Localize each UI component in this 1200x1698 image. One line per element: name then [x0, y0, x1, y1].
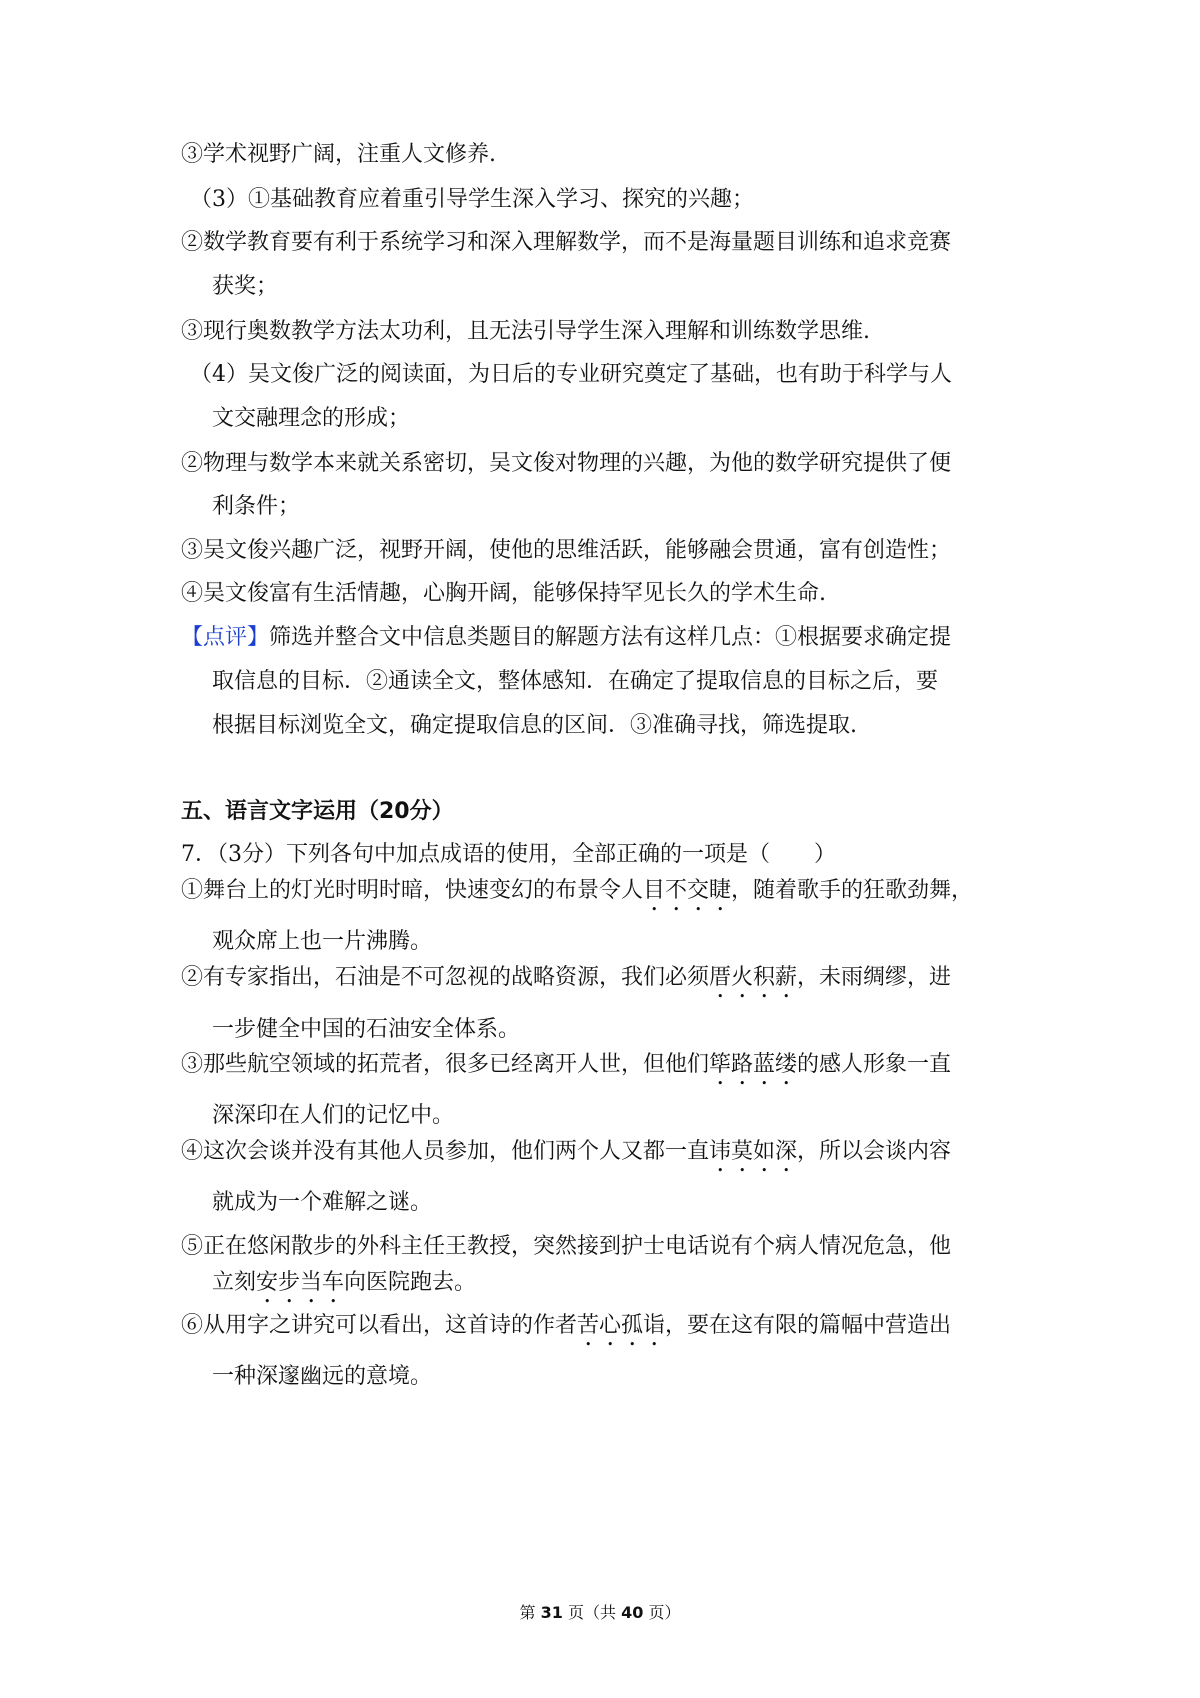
option-text: 立刻: [212, 1270, 257, 1295]
option-5: ⑤正在悠闲散步的外科主任王教授，突然接到护士电话说有个病人情况危急，他: [181, 1234, 952, 1259]
option-continued: 一种深邃幽远的意境。: [212, 1364, 433, 1389]
footer-text: 第: [519, 1603, 536, 1622]
option-1: [181, 876, 973, 916]
answer-item: ②物理与数学本来就关系密切，吴文俊对物理的兴趣，为他的数学研究提供了便: [181, 451, 952, 476]
review-text: 筛选并整合文中信息类题目的解题方法有这样几点：①根据要求确定提: [269, 625, 952, 650]
dotted-idiom: 讳莫如深: [709, 1139, 798, 1164]
option-text: ③那些航空领域的拓荒者，很多已经离开人世，但他们: [181, 1052, 710, 1077]
review-text: 根据目标浏览全文，确定提取信息的区间．③准确寻找，筛选提取.: [212, 713, 857, 738]
page-footer: [0, 1600, 1200, 1623]
option-2: [181, 963, 951, 1003]
answer-item: ③现行奥数教学方法太功利，且无法引导学生深入理解和训练数学思维.: [181, 319, 870, 344]
dotted-idiom: 安步当车: [256, 1270, 345, 1295]
answer-item: （4）吴文俊广泛的阅读面，为日后的专业研究奠定了基础，也有助于科学与人: [190, 362, 952, 387]
dotted-idiom: 筚路蓝缕: [709, 1052, 798, 1077]
dotted-idiom: 厝火积薪: [709, 965, 798, 990]
option-text: ，要在这有限的篇幅中营造出: [665, 1313, 952, 1338]
footer-text: 页）: [648, 1603, 681, 1622]
review-text: 取信息的目标．②通读全文，整体感知．在确定了提取信息的目标之后，要: [212, 669, 939, 694]
answer-item: （3）①基础教育应着重引导学生深入学习、探究的兴趣；: [190, 187, 754, 212]
option-text: ④这次会谈并没有其他人员参加，他们两个人又都一直: [181, 1139, 710, 1164]
answer-item-continued: 获奖；: [212, 274, 279, 299]
option-3: [181, 1050, 951, 1090]
option-text: ①舞台上的灯光时明时暗，快速变幻的布景令人: [181, 878, 644, 903]
option-4: [181, 1137, 951, 1177]
page-total: 40: [621, 1603, 644, 1622]
answer-item: ④吴文俊富有生活情趣，心胸开阔，能够保持罕见长久的学术生命.: [181, 581, 826, 606]
answer-item: ③吴文俊兴趣广泛，视野开阔，使他的思维活跃，能够融会贯通，富有创造性；: [181, 538, 952, 563]
option-text: ②有专家指出，石油是不可忽视的战略资源，我们必须: [181, 965, 710, 990]
option-continued: [212, 1268, 476, 1308]
section-title: 五、语言文字运用（20分）: [181, 799, 454, 824]
dotted-idiom: 苦心孤诣: [577, 1313, 666, 1338]
option-6: [181, 1311, 951, 1351]
answer-item-continued: 利条件；: [212, 494, 301, 519]
answer-item: ③学术视野广阔，注重人文修养.: [181, 142, 496, 167]
option-text: 的感人形象一直: [797, 1052, 952, 1077]
option-continued: 深深印在人们的记忆中。: [212, 1103, 455, 1128]
option-continued: 一步健全中国的石油安全体系。: [212, 1017, 521, 1042]
question-stem: 7．（3分）下列各句中加点成语的使用，全部正确的一项是（ ）: [181, 842, 836, 867]
option-text: ，未雨绸缪，进: [797, 965, 952, 990]
review-tag: 【点评】: [181, 625, 270, 650]
option-text: ，所以会谈内容: [797, 1139, 952, 1164]
review-paragraph: [181, 623, 951, 653]
page-number: 31: [540, 1603, 563, 1622]
answer-item: ②数学教育要有利于系统学习和深入理解数学，而不是海量题目训练和追求竞赛: [181, 230, 952, 255]
option-continued: 就成为一个难解之谜。: [212, 1190, 433, 1215]
option-text: ⑥从用字之讲究可以看出，这首诗的作者: [181, 1313, 578, 1338]
option-text: ，随着歌手的狂歌劲舞，: [731, 878, 974, 903]
footer-text: 页（共: [567, 1603, 616, 1622]
option-continued: 观众席上也一片沸腾。: [212, 929, 433, 954]
dotted-idiom: 目不交睫: [643, 878, 732, 903]
option-text: 向医院跑去。: [344, 1270, 477, 1295]
answer-item-continued: 文交融理念的形成；: [212, 406, 411, 431]
